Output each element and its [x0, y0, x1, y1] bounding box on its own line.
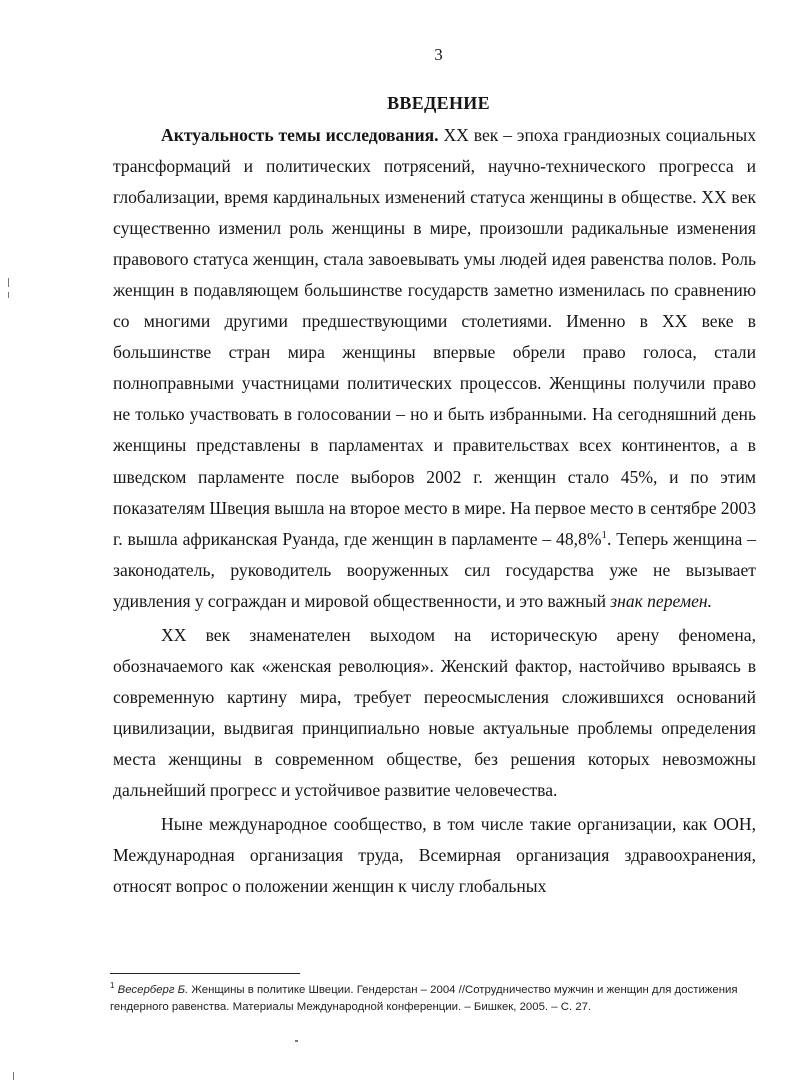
- footnote-marker: 1: [110, 981, 115, 991]
- footnote: [110, 982, 756, 1016]
- footnote-text: Женщины в политике Швеции. Гендерстан – 2004 //Сотрудничество мужчин и женщин для достижения гендерного равенства. Материалы Международной конференции. – Бишкек, 2005. – С. 27.: [110, 984, 738, 1013]
- footnote-divider: [110, 973, 300, 974]
- paragraph-relevance: [113, 120, 756, 617]
- scan-artifact: [8, 292, 9, 298]
- paragraph-international: Ныне международное сообщество, в том числе такие организации, как ООН, Международная организация труда, Всемирная организация здравоохранения, относят вопрос о положении женщин к числу глобальных: [113, 814, 756, 897]
- paragraph-women-revolution: XX век знаменателен выходом на историческую арену феномена, обозначаемого как «женская революция». Женский фактор, настойчиво врываясь в современную картину мира, требует переосмысления сложившихся оснований цивилизации, выдвигая принципиально новые актуальные проблемы определения места женщины в современном обществе, без решения которых невозможны дальнейший прогресс и устойчивое развитие человечества.: [113, 624, 756, 800]
- footnote-reference: 1: [601, 528, 608, 541]
- scan-artifact: [295, 1040, 298, 1042]
- section-heading: ВВЕДЕНИЕ: [387, 93, 490, 113]
- paragraph-lead: Актуальность темы исследования.: [161, 125, 439, 145]
- paragraph-emphasis: знак перемен.: [610, 590, 713, 611]
- page-number: 3: [434, 45, 443, 64]
- paragraph-text-continued: . Теперь женщина – законодатель, руководитель вооруженных сил государства уже не вызывает удивления у сограждан и мировой общественности, и это важный: [113, 528, 756, 611]
- paragraph-text: XX век – эпоха грандиозных социальных трансформаций и политических потрясений, научно-технического прогресса и глобализации, время кардинальных изменений статуса женщины в обществе. XX век существенно изменил роль женщины в мире, произошли радикальные изменения правового статуса женщин, стала завоевывать умы людей идея равенства полов. Роль женщин в подавляющем большинстве государств заметно изменилась по сравнению со многими другими предшествующими столетиями. Именно в XX веке в большинстве стран мира женщины впервые обрели право голоса, стали полноправными участницами политических процессов. Женщины получили право не только участвовать в голосовании – но и быть избранными. На сегодняшний день женщины представлены в парламентах и правительствах всех континентов, а в шведском парламенте после выборов 2002 г. женщин стало 45%, и по этим показателям Швеция вышла на второе место в мире. На первое место в сентябре 2003 г. вышла африканская Руанда, где женщин в парламенте – 48,8%: [113, 125, 756, 549]
- scan-artifact: [13, 1072, 14, 1080]
- scan-artifact: [8, 278, 9, 287]
- body-text: [113, 120, 756, 902]
- footnote-author: Весерберг Б.: [117, 984, 189, 996]
